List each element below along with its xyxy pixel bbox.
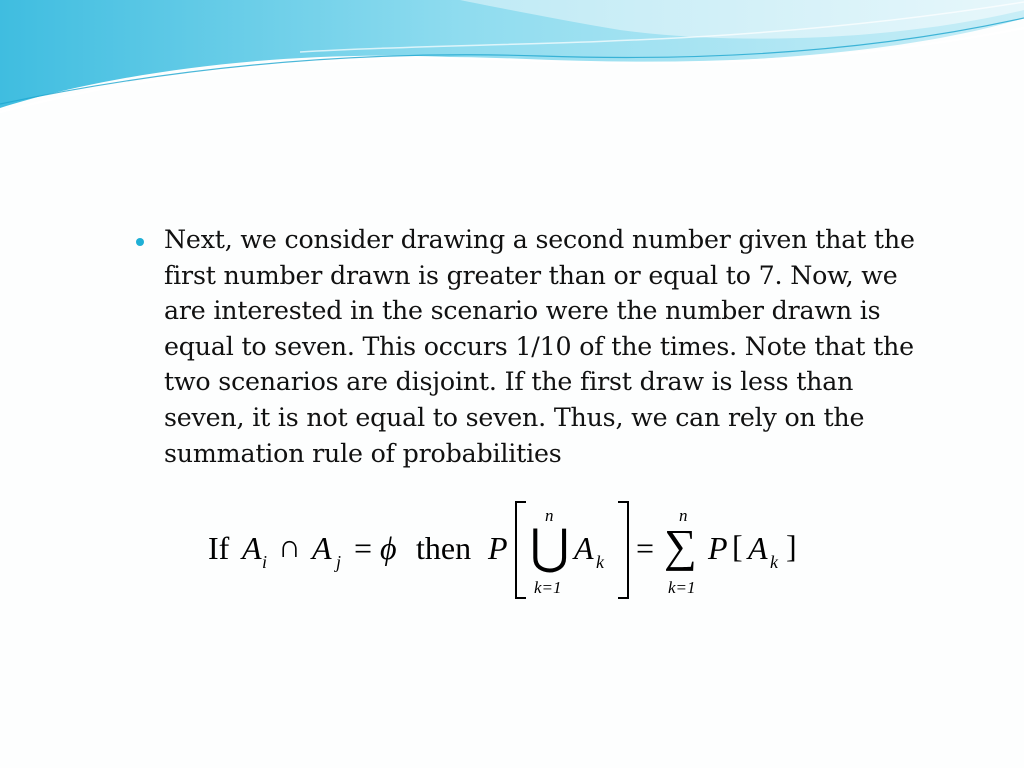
formula-cap: ∩ (278, 528, 302, 564)
formula-phi: ϕ (380, 530, 397, 566)
formula-rbracket: ] (786, 528, 797, 564)
formula-A: A (574, 530, 594, 566)
formula-sum-lower: k=1 (668, 578, 696, 597)
formula-if: If (208, 530, 230, 566)
formula-sub-i: i (262, 552, 268, 572)
right-bracket-icon (612, 500, 632, 600)
formula-sub-k: k (770, 552, 778, 572)
bullet-text: Next, we consider drawing a second number given that the first number drawn is greater than or equal to 7. Now, we are interested in the scenario were the number drawn is equal to seven. This occurs 1/10 of the times. Note that the two scenarios are disjoint. If the first draw is less than seven, it is not equal to seven. Thus, we can rely on the summation rule of probabilities (164, 225, 915, 468)
formula-A: A (748, 530, 768, 566)
formula-sum-upper: n (679, 506, 688, 525)
formula-sum-symbol: ∑ (664, 520, 697, 571)
formula-union-symbol: ⋃ (530, 521, 570, 574)
formula-sub-k: k (596, 552, 604, 572)
formula-union-upper: n (545, 506, 554, 525)
formula-A: A (312, 530, 332, 566)
formula-A: A (242, 530, 262, 566)
formula-P: P (708, 530, 728, 566)
bullet-dot-icon (136, 238, 144, 246)
formula-equals: = (636, 530, 655, 566)
formula-sub-j: j (336, 552, 342, 572)
summation-rule-formula (208, 496, 828, 606)
formula-then: then (416, 530, 472, 566)
formula-union-lower: k=1 (534, 578, 562, 597)
formula-equals: = (354, 530, 373, 566)
formula-lbracket: [ (732, 528, 743, 564)
header-wave-decoration (0, 0, 1024, 130)
left-bracket-icon (512, 500, 532, 600)
formula-P: P (488, 530, 508, 566)
